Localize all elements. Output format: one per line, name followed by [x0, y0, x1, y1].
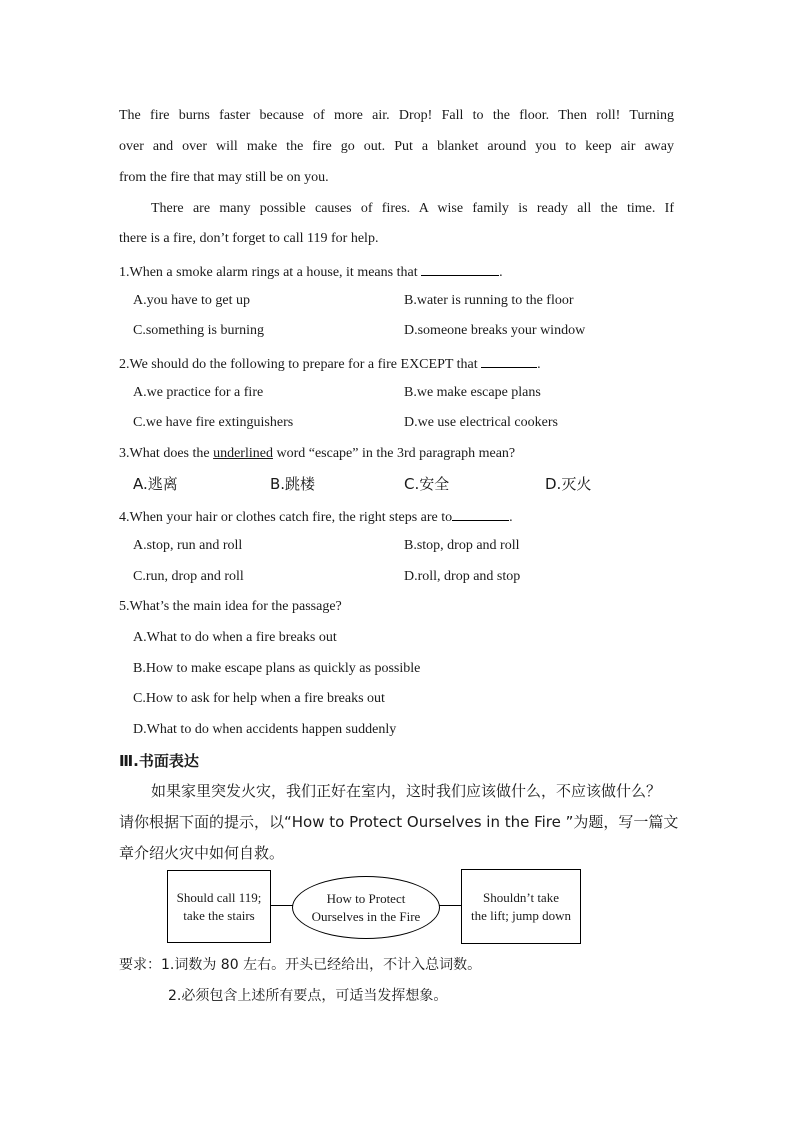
- option: C.we have fire extinguishers: [133, 415, 294, 430]
- question-end: .: [509, 510, 513, 525]
- option: D.someone breaks your window: [404, 323, 586, 338]
- requirement-line: 2.必须包含上述所有要点，可适当发挥想象。: [168, 988, 448, 1004]
- option: C.安全: [404, 475, 450, 493]
- diagram-text: take the stairs: [183, 907, 255, 923]
- requirement-line: 要求：1.词数为 80 左右。开头已经给出，不计入总词数。: [119, 957, 482, 973]
- section-heading: Ⅲ.书面表达: [119, 752, 199, 770]
- question-stem: 2.We should do the following to prepare for a fire EXCEPT that: [119, 357, 478, 372]
- option: B.water is running to the floor: [404, 293, 574, 308]
- question-3: 3.What does the underlined word “escape” in the 3rd paragraph mean?: [119, 446, 516, 461]
- answer-blank[interactable]: [481, 353, 537, 368]
- question-4: [119, 506, 513, 527]
- answer-blank[interactable]: [452, 506, 509, 521]
- diagram-text: Ourselves in the Fire: [311, 908, 421, 924]
- diagram-text: the lift; jump down: [470, 907, 572, 923]
- question-end: .: [499, 265, 503, 280]
- option: B.we make escape plans: [404, 385, 541, 400]
- question-1: [119, 261, 503, 282]
- underlined-word: underlined: [213, 446, 273, 461]
- diagram-text: Shouldn’t take: [483, 889, 559, 905]
- option: C.run, drop and roll: [133, 569, 244, 584]
- option: A.we practice for a fire: [133, 385, 264, 400]
- question-2: [119, 353, 541, 374]
- option: B.stop, drop and roll: [404, 538, 520, 553]
- option: A.What to do when a fire breaks out: [133, 630, 337, 645]
- passage-line: over and over will make the fire go out. Put a blanket around you to keep air away: [119, 139, 674, 154]
- shouldnt-box: [461, 869, 581, 944]
- question-5: 5.What’s the main idea for the passage?: [119, 599, 342, 614]
- question-stem: 4.When your hair or clothes catch fire, the right steps are to: [119, 510, 453, 525]
- passage-line: The fire burns faster because of more air. Drop! Fall to the floor. Then roll! Turning: [119, 108, 674, 123]
- question-end: .: [537, 357, 541, 372]
- prompt-line: 如果家里突发火灾，我们正好在室内，这时我们应该做什么，不应该做什么？: [151, 782, 662, 800]
- passage-line: There are many possible causes of fires. A wise family is ready all the time. If: [151, 201, 674, 216]
- option: C.something is burning: [133, 323, 265, 338]
- option: D.roll, drop and stop: [404, 569, 521, 584]
- diagram-text: Should call 119;: [176, 889, 262, 905]
- option: A.stop, run and roll: [133, 538, 243, 553]
- option: D.灭火: [545, 475, 592, 493]
- passage-line: there is a fire, don’t forget to call 119 for help.: [119, 231, 379, 246]
- prompt-line: 请你根据下面的提示，以“How to Protect Ourselves in the Fire ”为题，写一篇文: [119, 813, 679, 831]
- option: A.you have to get up: [133, 293, 251, 308]
- answer-blank[interactable]: [421, 261, 499, 276]
- connector-line: [269, 905, 293, 906]
- option: B.How to make escape plans as quickly as possible: [133, 661, 421, 676]
- prompt-line: 章介绍火灾中如何自救。: [119, 844, 285, 862]
- passage-line: from the fire that may still be on you.: [119, 170, 329, 185]
- option: D.What to do when accidents happen suddenly: [133, 722, 397, 737]
- question-stem: 1.When a smoke alarm rings at a house, it means that: [119, 265, 418, 280]
- option: C.How to ask for help when a fire breaks out: [133, 691, 385, 706]
- option: D.we use electrical cookers: [404, 415, 558, 430]
- connector-line: [439, 905, 461, 906]
- option: A.逃离: [133, 475, 178, 493]
- topic-ellipse: [292, 876, 440, 939]
- option: B.跳楼: [270, 475, 316, 493]
- should-box: [167, 870, 271, 943]
- diagram-text: How to Protect: [326, 890, 406, 906]
